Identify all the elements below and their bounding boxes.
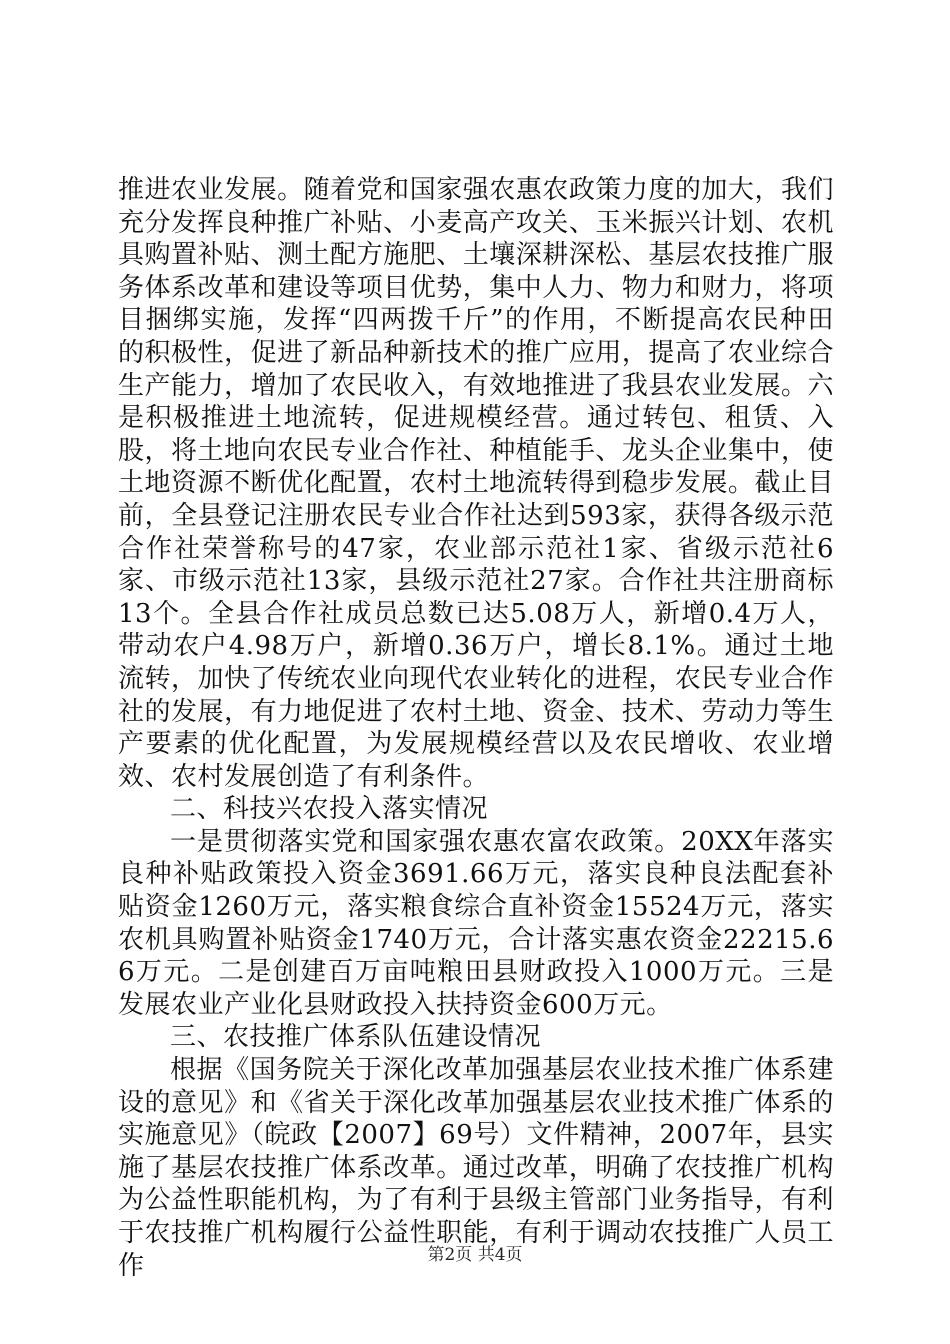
paragraph-policy-funding: 一是贯彻落实党和国家强农惠农富农政策。20XX年落实良种补贴政策投入资金3691.66万元，落实良种良法配套补贴资金1260万元，落实粮食综合直补资金15524万元，落实农机具购置补贴资金1740万元，合计落实惠农资金22215.66万元。二是创建百万亩吨粮田县财政投入1000万元。三是发展农业产业化县财政投入扶持资金600万元。 xyxy=(118,826,834,1020)
section-heading-tech-investment: 二、科技兴农投入落实情况 xyxy=(170,794,489,825)
paragraph-extension-reform: 根据《国务院关于深化改革加强基层农业技术推广体系建设的意见》和《省关于深化改革加强基层农业技术推广体系的实施意见》（皖政【2007】69号）文件精神，2007年，县实施了基层农技推广体系改革。通过改革，明确了农技推广机构为公益性职能机构，为了有利于县级主管部门业务指导，有利于农技推广机构履行公益性职能，有利于调动农技推广人员工作 xyxy=(118,1055,834,1281)
document-body xyxy=(118,174,834,1282)
page-number-footer: 第2页 共4页 xyxy=(427,1245,523,1265)
paragraph-agriculture-development: 推进农业发展。随着党和国家强农惠农政策力度的加大，我们充分发挥良种推广补贴、小麦高产攻关、玉米振兴计划、农机具购置补贴、测土配方施肥、土壤深耕深松、基层农技推广服务体系改革和建设等项目优势，集中人力、物力和财力，将项目捆绑实施，发挥“四两拨千斤”的作用，不断提高农民种田的积极性，促进了新品种新技术的推广应用，提高了农业综合生产能力，增加了农民收入，有效地推进了我县农业发展。六是积极推进土地流转，促进规模经营。通过转包、租赁、入股，将土地向农民专业合作社、种植能手、龙头企业集中，使土地资源不断优化配置，农村土地流转得到稳步发展。截止目前，全县登记注册农民专业合作社达到593家，获得各级示范合作社荣誉称号的47家，农业部示范社1家、省级示范社6家、市级示范社13家，县级示范社27家。合作社共注册商标13个。全县合作社成员总数已达5.08万人，新增0.4万人，带动农户4.98万户，新增0.36万户，增长8.1%。通过土地流转，加快了传统农业向现代农业转化的进程，农民专业合作社的发展，有力地促进了农村土地、资金、技术、劳动力等生产要素的优化配置，为发展规模经营以及农民增收、农业增效、农村发展创造了有利条件。 xyxy=(118,175,834,792)
section-heading-extension-system: 三、农技推广体系队伍建设情况 xyxy=(170,1022,542,1053)
